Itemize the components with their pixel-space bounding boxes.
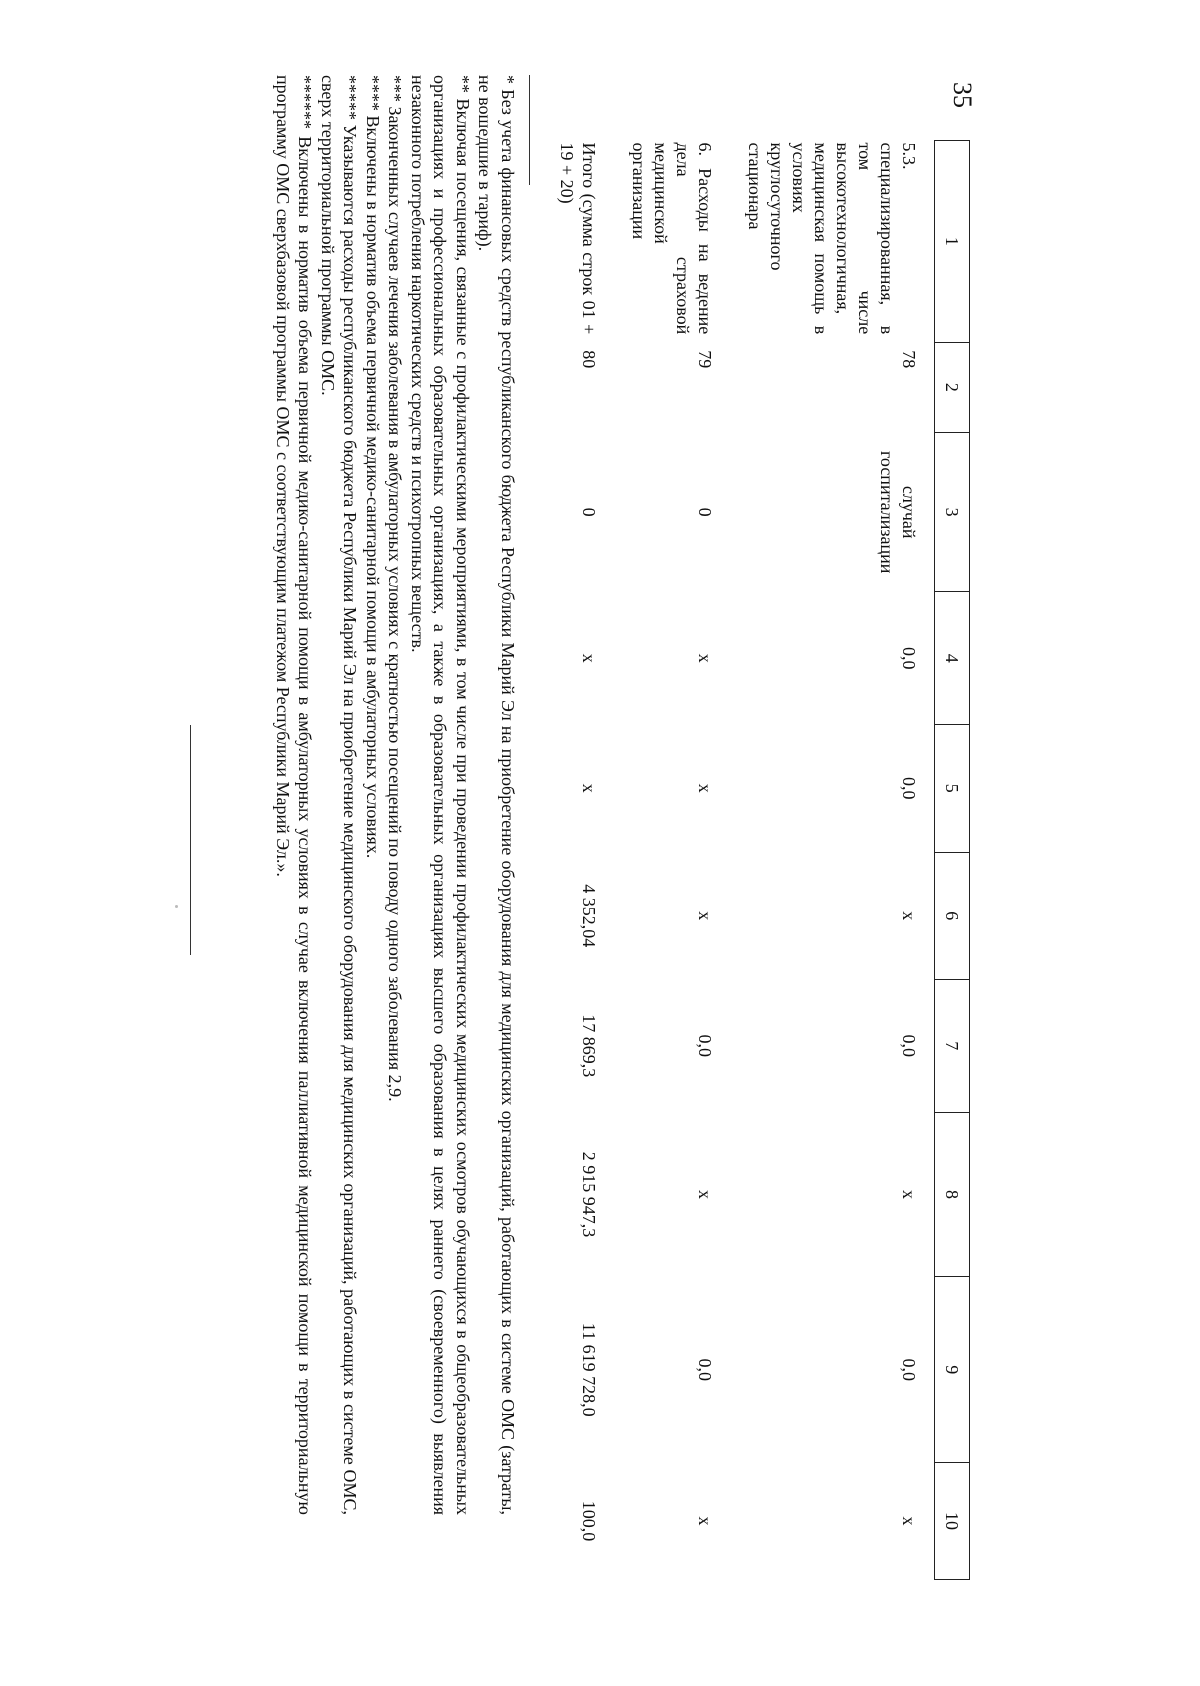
header-cell: 7 [935, 979, 970, 1112]
header-cell: 3 [935, 433, 970, 592]
value-cell: х [579, 653, 599, 663]
header-cell: 5 [935, 725, 970, 852]
footnote: ***** Указываются расходы республиканского бюджета Республики Марий Эл на приобретение медицинского оборудования для медицинских организаций, работающих в системе ОМС, сверх территориальной программы ОМС. [318, 75, 361, 1515]
row-name-cell: 5.3. специализированная, в том числе высокотехнологичная, медицинская помощь в условиях круглосуточного стационара [745, 142, 919, 335]
header-cell: 10 [935, 1463, 970, 1580]
value-cell: х [579, 783, 599, 793]
unit-cell: случай госпитализации [877, 450, 919, 574]
footnote: *** Законченных случаев лечения заболевания в амбулаторных условиях с кратностью посещений по поводу одного заболевания 2,9. [385, 75, 406, 1102]
value-cell: х [695, 783, 715, 793]
data-table [542, 140, 970, 1580]
row-code-cell: 79 [695, 350, 715, 369]
header-cell: 4 [935, 592, 970, 725]
value-cell: 0,0 [899, 1034, 919, 1058]
value-cell: х [695, 911, 715, 921]
table-row-total [542, 141, 614, 1580]
value-cell: 4 352,04 [579, 884, 599, 948]
footnote: **** Включены в норматив объема первичной медико-санитарной помощи в амбулаторных условиях. [363, 75, 383, 859]
row-code-cell: 78 [899, 350, 919, 369]
value-cell: 0,0 [899, 1358, 919, 1381]
footnote-separator [529, 75, 530, 185]
value-cell: х [899, 1189, 919, 1199]
table-row [614, 141, 730, 1580]
footnote: ****** Включены в норматив объема первичной медико-санитарной помощи в амбулаторных условиях в случае включения паллиативной медицинской помощи в территориальную программу ОМС сверхбазовой программы ОМС с соответствующим платежом Республики Марий Эл.». [273, 75, 316, 1515]
value-cell: 0,0 [899, 646, 919, 670]
header-cell: 2 [935, 342, 970, 432]
scan-speck [175, 905, 178, 908]
header-cell: 9 [935, 1277, 970, 1463]
value-cell: х [899, 1516, 919, 1526]
value-cell: х [695, 1516, 715, 1526]
value-cell: 0,0 [695, 1034, 715, 1058]
footnote: ** Включая посещения, связанные с профилактическими мероприятиями, в том числе при проведении профилактических медицинских осмотров обучающихся в общеобразовательных организациях и профессиональных образовательных организациях, а также в образовательных организациях высшего образования в целях раннего (своевременного) выявления незаконного потребления наркотических средств и психотропных веществ. [408, 75, 473, 1515]
rotated-content [210, 75, 970, 1640]
value-cell: х [695, 1189, 715, 1199]
value-cell: х [695, 653, 715, 663]
page-number: 35 [948, 82, 977, 108]
table-row [730, 141, 935, 1580]
value-cell: 0,0 [899, 777, 919, 800]
value-cell: 17 869,3 [579, 1014, 599, 1078]
value-cell: 0,0 [695, 1358, 715, 1381]
header-cell: 8 [935, 1112, 970, 1277]
row-name-cell: 6. Расходы на ведение дела страховой медицинской организации [629, 142, 715, 335]
row-name-cell: Итого (сумма строк 01 + 19 + 20) [557, 142, 599, 335]
unit-cell: 0 [695, 507, 715, 517]
footnote: * Без учета финансовых средств республиканского бюджета Республики Марий Эл на приобретение оборудования для медицинских организаций, работающих в системе ОМС (затраты, не вошедшие в тариф). [475, 75, 518, 1515]
row-code-cell: 80 [579, 350, 599, 369]
value-cell: 100,0 [579, 1500, 599, 1542]
table-header-row [935, 141, 970, 1580]
value-cell: х [899, 911, 919, 921]
value-cell: 11 619 728,0 [579, 1322, 599, 1417]
value-cell: 2 915 947,3 [579, 1151, 599, 1238]
unit-cell: 0 [579, 507, 599, 517]
header-cell: 1 [935, 141, 970, 343]
header-cell: 6 [935, 852, 970, 979]
end-rule [191, 725, 192, 955]
footnotes [272, 75, 520, 1515]
